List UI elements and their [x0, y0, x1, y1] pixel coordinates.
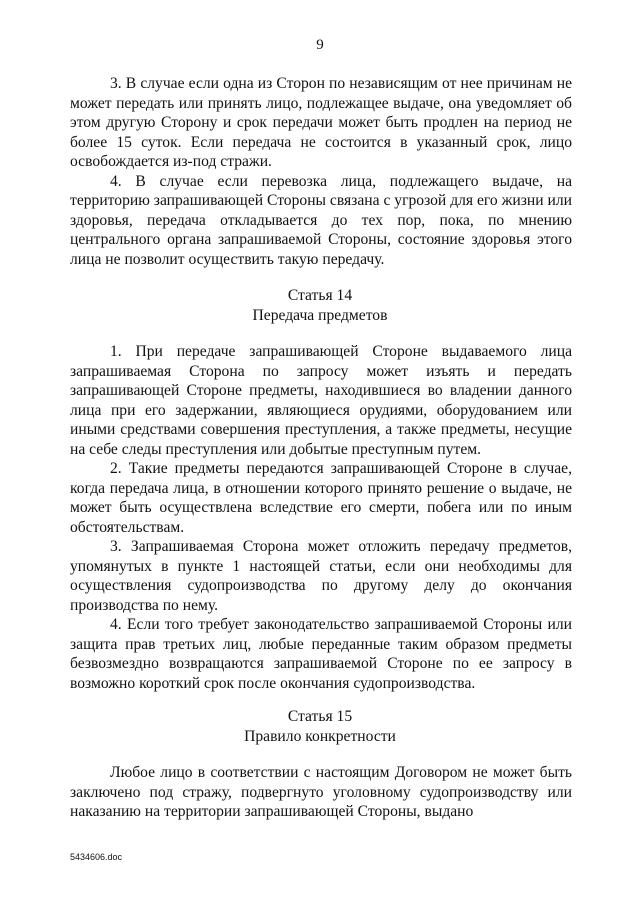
article-14-title: Передача предметов: [252, 306, 388, 324]
article-15-paragraph-1: Любое лицо в соответствии с настоящим Договором не может быть заключено под стражу, подвергнуто уголовному судопроизводству или наказанию на территории запрашивающей Стороны, выдано: [70, 764, 572, 820]
article-15-heading: [0, 707, 640, 746]
article-14-heading: [0, 286, 640, 325]
article-14-paragraph-2: 2. Такие предметы передаются запрашивающей Стороне в случае, когда передача лица, в отношении которого принято решение о выдаче, не может быть осуществлена вследствие его смерти, побега или по иным обстоятельствам.: [70, 460, 572, 536]
article-14-paragraph-3: 3. Запрашиваемая Сторона может отложить передачу предметов, упомянутых в пункте 1 настоящей статьи, если они необходимы для осуществления судопроизводства по другому делу до окончания производства по нему.: [70, 538, 572, 614]
intro-paragraphs: [70, 74, 572, 269]
article-14-number: Статья 14: [287, 287, 353, 304]
article-15-title: Правило конкретности: [244, 727, 396, 745]
paragraph-4: 4. В случае если перевозка лица, подлежащего выдаче, на территорию запрашивающей Стороны связана с угрозой для его жизни или здоровья, передача откладывается до тех пор, пока, по мнению центрального органа запрашиваемой Стороны, состояние здоровья этого лица не позволит осуществить такую передачу.: [70, 172, 572, 268]
article-15-body: [70, 763, 572, 822]
paragraph-3: 3. В случае если одна из Сторон по независящим от нее причинам не может передать или принять лицо, подлежащее выдаче, она уведомляет об этом другую Сторону и срок передачи может быть продлен на период не более 15 суток. Если передача не состоится в указанный срок, лицо освобождается из-под стражи.: [70, 75, 572, 170]
page-number: 9: [316, 37, 324, 53]
article-14-paragraph-1: 1. При передаче запрашивающей Стороне выдаваемого лица запрашиваемая Сторона по запросу может изъять и передать запрашивающей Стороне предметы, находившиеся во владении данного лица при его задержании, являющиеся орудиями, оборудованием или иными средствами совершения преступления, а также предметы, несущие на себе следы преступления или добытые преступным путем.: [70, 343, 572, 458]
article-14-paragraph-4: 4. Если того требует законодательство запрашиваемой Стороны или защита прав третьих лиц, любые переданные таким образом предметы безвозмездно возвращаются запрашиваемой Стороне по ее запросу в возможно короткий срок после окончания судопроизводства.: [70, 616, 572, 692]
article-15-number: Статья 15: [287, 708, 353, 725]
article-14-body: [70, 342, 572, 693]
footer-filename: 5434606.doc: [70, 852, 123, 862]
